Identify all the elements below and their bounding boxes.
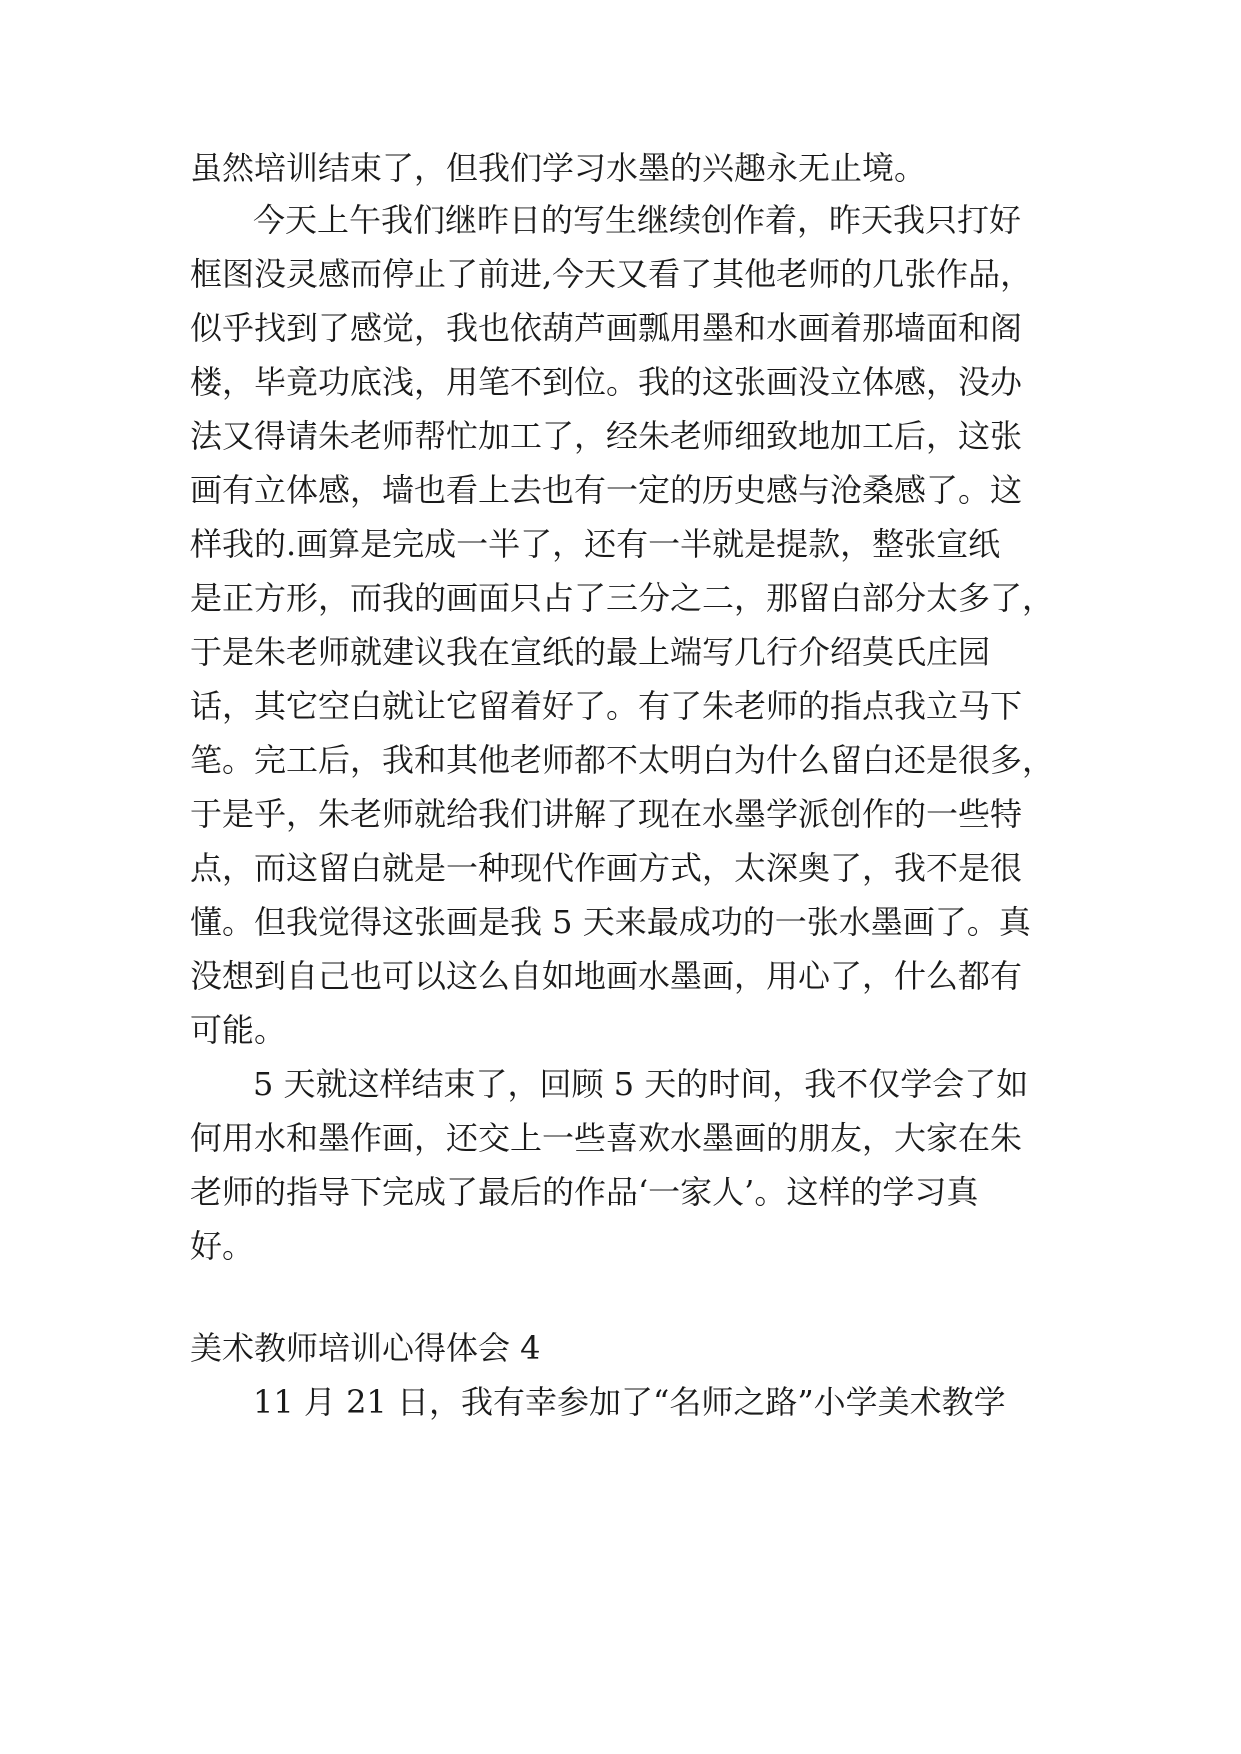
text-line: 框图没灵感而停止了前进,今天又看了其他老师的几张作品， — [190, 255, 1033, 293]
text-line: 是正方形，而我的画面只占了三分之二，那留白部分太多了， — [190, 579, 1055, 617]
text-line: 于是朱老师就建议我在宣纸的最上端写几行介绍莫氏庄园 — [190, 633, 991, 671]
text-line: 法又得请朱老师帮忙加工了，经朱老师细致地加工后，这张 — [190, 417, 1023, 455]
text-line: 老师的指导下完成了最后的作品‘一家人’。这样的学习真 — [190, 1173, 979, 1211]
text-line: 楼，毕竟功底浅，用笔不到位。我的这张画没立体感，没办 — [190, 363, 1023, 401]
text-line: 点，而这留白就是一种现代作画方式，太深奥了，我不是很 — [190, 849, 1023, 887]
text-line: 笔。完工后，我和其他老师都不太明白为什么留白还是很多， — [190, 741, 1055, 779]
text-line: 好。 — [190, 1227, 255, 1265]
text-line: 何用水和墨作画，还交上一些喜欢水墨画的朋友，大家在朱 — [190, 1119, 1023, 1157]
text-line: 11 月 21 日，我有幸参加了“名师之路”小学美术教学 — [253, 1383, 1006, 1421]
text-line: 于是乎，朱老师就给我们讲解了现在水墨学派创作的一些特 — [190, 795, 1023, 833]
text-line: 没想到自己也可以这么自如地画水墨画，用心了，什么都有 — [190, 957, 1023, 995]
section-heading: 美术教师培训心得体会 4 — [190, 1329, 541, 1367]
text-line: 5 天就这样结束了，回顾 5 天的时间，我不仅学会了如 — [253, 1065, 1029, 1103]
text-line: 似乎找到了感觉，我也依葫芦画瓢用墨和水画着那墙面和阁 — [190, 309, 1023, 347]
text-line: 可能。 — [190, 1011, 287, 1049]
text-line: 话，其它空白就让它留着好了。有了朱老师的指点我立马下 — [190, 687, 1023, 725]
text-line: 虽然培训结束了，但我们学习水墨的兴趣永无止境。 — [190, 149, 927, 187]
text-line: 样我的.画算是完成一半了，还有一半就是提款，整张宣纸 — [190, 525, 1001, 563]
text-line: 今天上午我们继昨日的写生继续创作着，昨天我只打好 — [253, 201, 1022, 239]
text-line: 懂。但我觉得这张画是我 5 天来最成功的一张水墨画了。真 — [190, 903, 1031, 941]
text-line: 画有立体感，墙也看上去也有一定的历史感与沧桑感了。这 — [190, 471, 1023, 509]
